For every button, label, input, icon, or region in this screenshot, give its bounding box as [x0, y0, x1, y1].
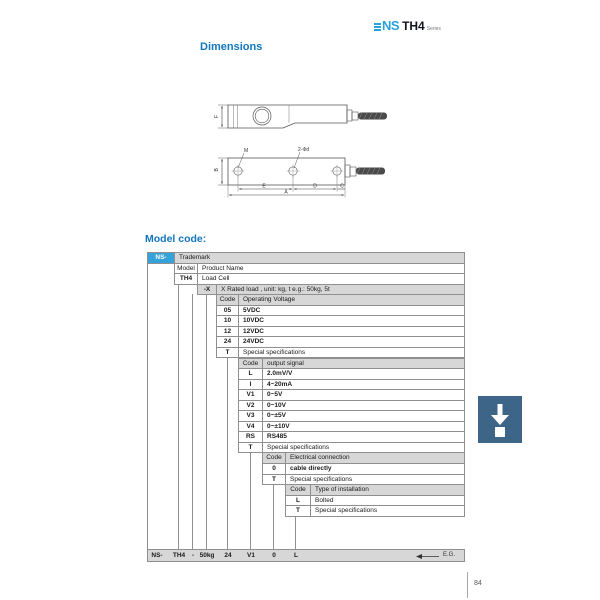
model-desc-cell: 2.0mV/V: [262, 368, 465, 380]
model-code-cell: L: [238, 368, 263, 380]
dimension-label-b: B: [214, 168, 220, 172]
ns-logo-stripes-icon: [374, 23, 381, 33]
model-code-cell: 10: [216, 315, 239, 327]
model-desc-cell: Special specifications: [310, 505, 465, 517]
model-code-cell: RS: [238, 431, 263, 443]
model-code-cell: -X: [197, 284, 217, 296]
model-code-cell: NS-: [147, 252, 175, 264]
model-desc-cell: 5VDC: [238, 305, 465, 317]
dimension-label-e: E: [262, 183, 266, 190]
dimension-label-m: M: [244, 148, 249, 154]
series-label: Series: [426, 26, 441, 32]
model-desc-cell: 4~20mA: [262, 379, 465, 391]
example-code-value: 24: [224, 552, 232, 559]
cable-top: [356, 168, 385, 175]
model-code-cell: T: [285, 505, 311, 517]
example-code-value: -: [191, 552, 195, 559]
model-code-cell: Code: [216, 294, 239, 306]
code-drop-line: [295, 516, 296, 549]
model-desc-cell: Special specifications: [262, 442, 465, 454]
example-code-row: [147, 549, 465, 562]
model-desc-cell: RS485: [262, 431, 465, 443]
page-number: 84: [474, 580, 482, 587]
example-code-value: 50kg: [199, 552, 215, 559]
dimensions-title: Dimensions: [200, 41, 263, 53]
load-hole-outer: [253, 107, 271, 125]
model-desc-cell: Operating Voltage: [238, 294, 465, 306]
model-desc-cell: Load Cell: [197, 273, 465, 285]
dimension-label-hole: 2-Φd: [298, 147, 310, 153]
model-code-cell: Code: [238, 358, 263, 370]
model-code-title: Model code:: [145, 233, 207, 245]
model-code-cell: V1: [238, 389, 263, 401]
product-model-name: TH4: [402, 19, 425, 33]
model-desc-cell: 0~5V: [262, 389, 465, 401]
top-view-drawing: [213, 143, 403, 205]
example-code-value: V1: [247, 552, 255, 559]
model-code-cell: Model: [174, 263, 198, 275]
cable: [358, 113, 387, 120]
model-desc-cell: 0~±5V: [262, 410, 465, 422]
model-code-cell: V4: [238, 421, 263, 433]
model-desc-cell: cable directly: [285, 463, 465, 475]
model-code-cell: Code: [285, 484, 311, 496]
model-desc-cell: Product Name: [197, 263, 465, 275]
example-code-value: TH4: [172, 552, 186, 559]
model-desc-cell: Special specifications: [285, 474, 465, 486]
model-code-cell: T: [238, 442, 263, 454]
model-desc-cell: Type of installation: [310, 484, 465, 496]
dimension-label-c: C: [340, 183, 344, 190]
model-code-cell: T: [262, 474, 286, 486]
model-desc-cell: Trademark: [174, 252, 465, 264]
model-desc-cell: 10VDC: [238, 315, 465, 327]
code-drop-line: [273, 484, 274, 549]
example-code-value: 0: [272, 552, 276, 559]
example-code-value: L: [294, 552, 298, 559]
model-desc-cell: 24VDC: [238, 336, 465, 348]
model-code-cell: I: [238, 379, 263, 391]
cable-gland: [347, 110, 352, 121]
code-drop-line: [250, 452, 251, 549]
side-view-drawing: [213, 85, 403, 147]
model-desc-cell: output signal: [262, 358, 465, 370]
brand-name: NS: [382, 18, 400, 33]
download-arrow-icon: [483, 401, 517, 439]
brand-logo: [374, 19, 441, 33]
eg-label: E.G.: [443, 552, 456, 558]
dimension-label-f: F: [214, 114, 220, 118]
model-code-cell: L: [285, 495, 311, 507]
model-desc-cell: 12VDC: [238, 326, 465, 338]
model-code-cell: 05: [216, 305, 239, 317]
code-drop-line: [227, 358, 228, 550]
model-code-cell: 24: [216, 336, 239, 348]
cable-gland-top: [345, 165, 350, 177]
model-desc-cell: Bolted: [310, 495, 465, 507]
download-button[interactable]: [478, 396, 522, 443]
footer-divider: [467, 572, 468, 598]
model-desc-cell: Special specifications: [238, 347, 465, 359]
load-cell-body-top: [228, 158, 345, 185]
dimension-label-d: D: [313, 183, 317, 190]
model-desc-cell: Electrical connection: [285, 452, 465, 464]
model-code-cell: TH4: [174, 273, 198, 285]
model-code-cell: Code: [262, 452, 286, 464]
eg-arrow-icon: [416, 553, 440, 560]
code-drop-line: [147, 263, 148, 549]
model-code-cell: V3: [238, 410, 263, 422]
dimension-label-a: A: [284, 189, 288, 196]
model-code-cell: T: [216, 347, 239, 359]
model-code-cell: V2: [238, 400, 263, 412]
code-drop-line: [178, 284, 179, 549]
model-code-cell: 12: [216, 326, 239, 338]
load-hole-inner: [255, 109, 269, 123]
example-code-value: NS-: [151, 552, 163, 559]
model-desc-cell: X Rated load , unit: kg, t e.g.: 50kg, 5t: [216, 284, 465, 296]
code-drop-line: [192, 294, 193, 549]
model-desc-cell: 0~10V: [262, 400, 465, 412]
code-drop-line: [206, 294, 207, 549]
load-cell-body-side: [228, 105, 347, 128]
model-desc-cell: 0~±10V: [262, 421, 465, 433]
model-code-cell: 0: [262, 463, 286, 475]
